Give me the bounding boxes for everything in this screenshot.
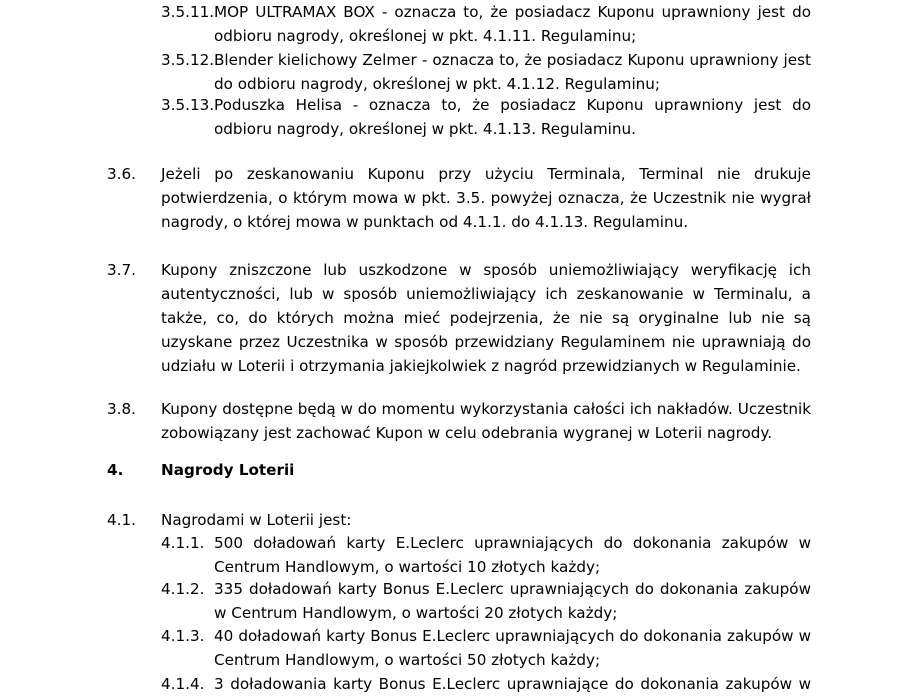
item-number: 3.6.	[107, 165, 136, 183]
section-number: 4.	[107, 461, 124, 479]
item-number: 3.5.11.	[161, 3, 215, 21]
section-heading: Nagrody Loterii	[161, 461, 295, 479]
item-text: Blender kielichowy Zelmer - oznacza to, że posiadacz Kuponu uprawniony jest do odbioru nagrody, określonej w pkt. 4.1.12. Regulaminu;	[214, 51, 811, 93]
item-number: 4.1.4.	[161, 675, 205, 693]
item-number: 3.5.12.	[161, 51, 215, 69]
item-text: 500 doładowań karty E.Leclerc uprawniających do dokonania zakupów w Centrum Handlowym, o wartości 10 złotych każdy;	[214, 534, 811, 576]
item-text: Jeżeli po zeskanowaniu Kuponu przy użyciu Terminala, Terminal nie drukuje potwierdzenia, o którym mowa w pkt. 3.5. powyżej oznacza, że Uczestnik nie wygrał nagrody, o której mowa w punktach od 4.1.1. do 4.1.13. Regulaminu.	[161, 165, 811, 231]
item-number: 4.1.3.	[161, 627, 205, 645]
item-text: 335 doładowań karty Bonus E.Leclerc uprawniających do dokonania zakupów w Centrum Handlowym, o wartości 20 złotych każdy;	[214, 580, 811, 622]
item-text: MOP ULTRAMAX BOX - oznacza to, że posiadacz Kuponu uprawniony jest do odbioru nagrody, określonej w pkt. 4.1.11. Regulaminu;	[214, 3, 811, 45]
item-text: Kupony dostępne będą w do momentu wykorzystania całości ich nakładów. Uczestnik zobowiązany jest zachować Kupon w celu odebrania wygranej w Loterii nagrody.	[161, 400, 811, 442]
item-number: 4.1.	[107, 511, 136, 529]
item-number: 3.5.13.	[161, 96, 215, 114]
item-number: 4.1.1.	[161, 534, 205, 552]
item-text: Kupony zniszczone lub uszkodzone w sposób uniemożliwiający weryfikację ich autentyczności, lub w sposób uniemożliwiający ich zeskanowanie w Terminalu, a także, co, do których można mieć podejrzenia, że nie są oryginalne lub nie są uzyskane przez Uczestnika w sposób przewidziany Regulaminem nie uprawniają do udziału w Loterii i otrzymania jakiejkolwiek z nagród przewidzianych w Regulaminie.	[161, 261, 811, 375]
item-text: Nagrodami w Loterii jest:	[161, 511, 352, 529]
item-text: 40 doładowań karty Bonus E.Leclerc uprawniających do dokonania zakupów w Centrum Handlowym, o wartości 50 złotych każdy;	[214, 627, 811, 669]
item-text: Poduszka Helisa - oznacza to, że posiadacz Kuponu uprawniony jest do odbioru nagrody, określonej w pkt. 4.1.13. Regulaminu.	[214, 96, 811, 138]
item-number: 3.7.	[107, 261, 136, 279]
item-number: 3.8.	[107, 400, 136, 418]
item-number: 4.1.2.	[161, 580, 205, 598]
item-text: 3 doładowania karty Bonus E.Leclerc uprawniające do dokonania zakupów w	[214, 675, 811, 693]
